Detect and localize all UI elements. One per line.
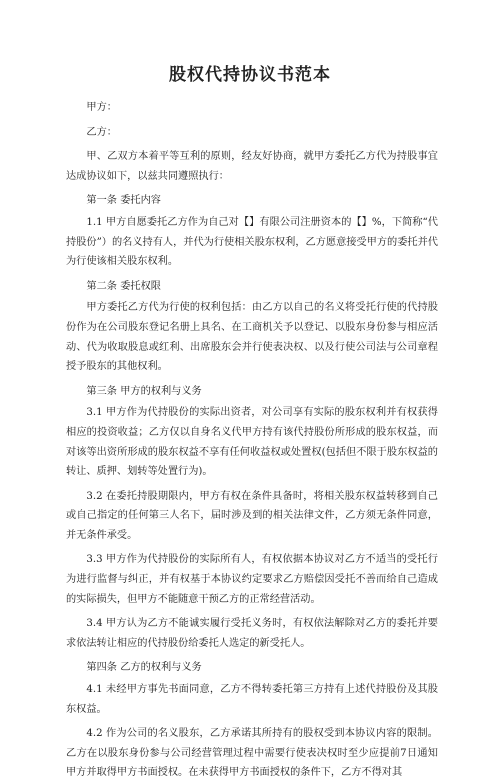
clause-3-4: 3.4 甲方认为乙方不能诚实履行受托义务时，有权依法解除对乙方的委托并要求依法转让相应的代持股份给委托人选定的新受托人。 <box>66 618 438 649</box>
article-4-heading: 第四条 乙方的权利与义务 <box>86 662 202 674</box>
article-3-heading: 第三条 甲方的权利与义务 <box>86 385 202 397</box>
party-b-line: 乙方： <box>86 126 117 138</box>
article-2-heading: 第二条 委托权限 <box>86 280 161 292</box>
party-a-line: 甲方： <box>86 102 117 113</box>
clause-4-1: 4.1 未经甲方事先书面同意，乙方不得转委托第三方持有上述代持股份及其股东权益。 <box>66 684 438 715</box>
clause-3-3: 3.3 甲方作为代持股份的实际所有人，有权依据本协议对乙方不适当的受托行为进行监督与纠正，并有权基于本协议约定要求乙方赔偿因受托不善而给自己造成的实际损失，但甲方不能随意干预乙方的正常经营活动。 <box>66 554 438 605</box>
preamble: 甲、乙双方本着平等互利的原则，经友好协商，就甲方委托乙方代为持股事宜达成协议如下，以兹共同遵照执行： <box>66 151 438 182</box>
article-2-text: 甲方委托乙方代为行使的权利包括：由乙方以自己的名义将受托行使的代持股份作为在公司股东登记名册上具名、在工商机关予以登记、以股东身份参与相应活动、代为收取股息或红利、出席股东会并行使表决权、以及行使公司法与公司章程授予股东的其他权利。 <box>66 302 438 373</box>
document-body <box>66 98 438 783</box>
clause-3-2: 3.2 在委托持股期限内，甲方有权在条件具备时，将相关股东权益转移到自己或自己指定的任何第三人名下，届时涉及到的相关法律文件，乙方须无条件同意，并无条件承受。 <box>66 490 438 541</box>
clause-4-2: 4.2 作为公司的名义股东，乙方承诺其所持有的股权受到本协议内容的限制。乙方在以股东身份参与公司经营管理过程中需要行使表决权时至少应提前7日通知甲方并取得甲方书面授权。在未获得甲方书面授权的条件下，乙方不得对其 <box>66 728 438 779</box>
clause-3-1: 3.1 甲方作为代持股份的实际出资者，对公司享有实际的股东权利并有权获得相应的投资收益；乙方仅以自身名义代甲方持有该代持股份所形成的股东权益，而对该等出资所形成的股东权益不享有任何收益权或处置权(包括但不限于股东权益的转让、质押、划转等处置行为)。 <box>66 407 438 478</box>
document-title: 股权代持协议书范本 <box>169 65 331 85</box>
clause-1-1: 1.1 甲方自愿委托乙方作为自己对【】有限公司注册资本的【】%，下简称“代持股份”）的名义持有人，并代为行使相关股东权利，乙方愿意接受甲方的委托并代为行使该相关股东权利。 <box>66 216 438 268</box>
article-1-heading: 第一条 委托内容 <box>86 195 161 207</box>
